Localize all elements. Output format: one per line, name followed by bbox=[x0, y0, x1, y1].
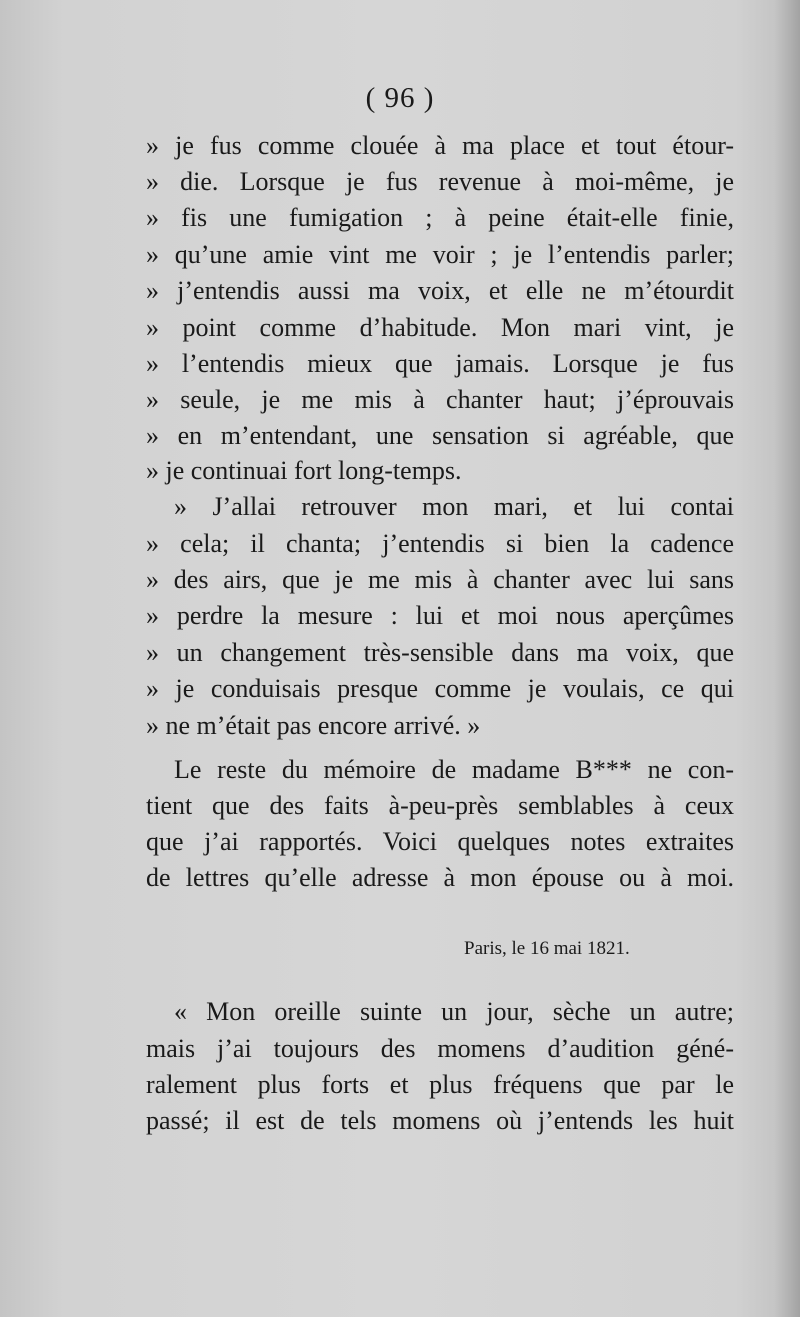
page-number: ( 96 ) bbox=[365, 82, 435, 114]
text-line: » die. Lorsque je fus revenue à moi-même, je bbox=[146, 167, 734, 196]
text-line: » cela; il chanta; j’entendis si bien la cadence bbox=[146, 529, 734, 558]
text-line: » point comme d’habitude. Mon mari vint, je bbox=[146, 313, 734, 342]
text-line: Le reste du mémoire de madame B*** ne con- bbox=[174, 755, 734, 784]
text-line: » un changement très-sensible dans ma voix, que bbox=[146, 638, 734, 667]
text-line: » j’entendis aussi ma voix, et elle ne m’étourdit bbox=[146, 276, 734, 305]
text-line: » je conduisais presque comme je voulais, ce qui bbox=[146, 674, 734, 703]
text-line: » je continuai fort long-temps. bbox=[146, 456, 462, 485]
page-edge-shadow bbox=[774, 0, 800, 1317]
text-line: » ne m’était pas encore arrivé. » bbox=[146, 711, 481, 740]
text-line: que j’ai rapportés. Voici quelques notes extraites bbox=[146, 827, 734, 856]
text-line: » l’entendis mieux que jamais. Lorsque je fus bbox=[146, 349, 734, 378]
text-line: passé; il est de tels momens où j’entends les huit bbox=[146, 1106, 734, 1135]
text-line: « Mon oreille suinte un jour, sèche un autre; bbox=[174, 997, 734, 1026]
text-line: » qu’une amie vint me voir ; je l’entendis parler; bbox=[146, 240, 734, 269]
text-line: de lettres qu’elle adresse à mon épouse ou à moi. bbox=[146, 863, 734, 892]
text-line: » perdre la mesure : lui et moi nous aperçûmes bbox=[146, 601, 734, 630]
text-line: » fis une fumigation ; à peine était-elle finie, bbox=[146, 203, 734, 232]
text-line: » je fus comme clouée à ma place et tout étour- bbox=[146, 131, 734, 160]
text-line: » seule, je me mis à chanter haut; j’éprouvais bbox=[146, 385, 734, 414]
text-line: mais j’ai toujours des momens d’audition géné- bbox=[146, 1034, 734, 1063]
text-line: » des airs, que je me mis à chanter avec lui sans bbox=[146, 565, 734, 594]
dateline: Paris, le 16 mai 1821. bbox=[464, 938, 630, 959]
text-line: ralement plus forts et plus fréquens que par le bbox=[146, 1070, 734, 1099]
text-line: » J’allai retrouver mon mari, et lui contai bbox=[174, 492, 734, 521]
text-line: tient que des faits à-peu-près semblables à ceux bbox=[146, 791, 734, 820]
text-line: » en m’entendant, une sensation si agréable, que bbox=[146, 421, 734, 450]
